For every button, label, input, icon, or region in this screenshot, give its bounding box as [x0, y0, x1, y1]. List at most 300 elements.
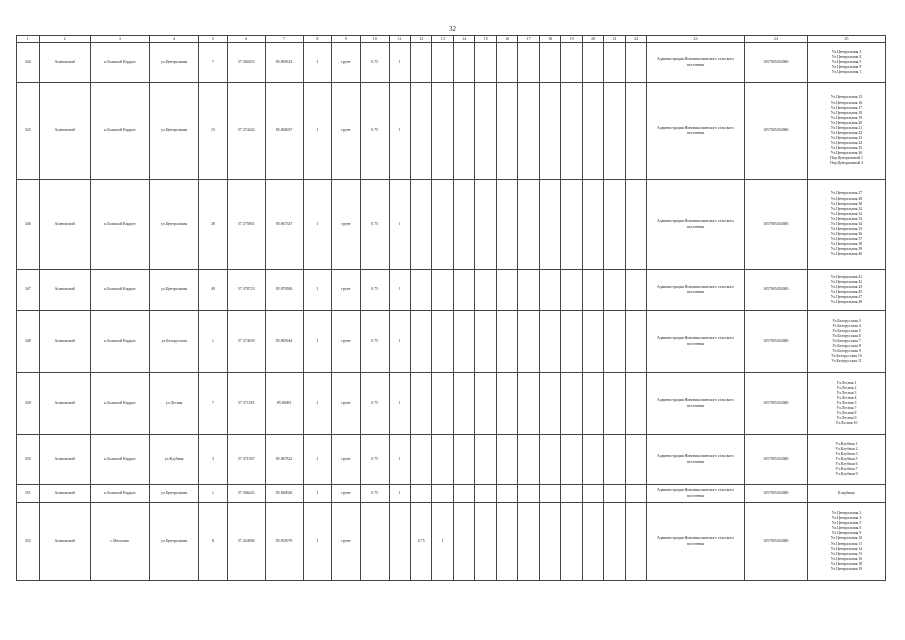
cell-empty	[561, 43, 582, 83]
address-line: Ул.Центральная 32	[830, 206, 863, 211]
cell-area: 0.75	[360, 180, 389, 270]
cell-empty	[582, 83, 603, 180]
cell-empty	[475, 485, 496, 503]
address-line: Ул.Клубная 6	[835, 462, 858, 467]
cell-empty	[518, 435, 539, 485]
address-line: Ул.Лесная 3	[836, 390, 857, 395]
cell-empty	[518, 180, 539, 270]
cell-empty	[604, 373, 625, 435]
cell-house: 1	[199, 485, 228, 503]
cell-addresses	[808, 180, 886, 270]
cell-area: 0.75	[360, 270, 389, 311]
cell-empty	[539, 435, 560, 485]
cell-empty	[475, 83, 496, 180]
cell-empty	[518, 373, 539, 435]
address-line: Ул.Клубная 7	[835, 467, 858, 472]
address-line: Ул.Белорусская 8	[832, 344, 861, 349]
address-line: Пер.Центральный 3	[830, 161, 863, 166]
address-line: Ул.Центральная 40	[830, 252, 863, 257]
cell-surface: грунт	[332, 435, 361, 485]
cell-empty	[453, 180, 474, 270]
cell-empty	[582, 485, 603, 503]
cell-c14	[432, 270, 453, 311]
address-line: Ул.Белорусская 11	[831, 359, 862, 364]
cell-c12: 1	[389, 373, 410, 435]
cell-settlement: с.Мазалово	[90, 503, 149, 581]
cell-count: 1	[303, 43, 332, 83]
cell-c12: 1	[389, 180, 410, 270]
cell-empty	[539, 503, 560, 581]
address-line: Ул.Белорусская 6	[832, 333, 861, 338]
cell-empty	[496, 503, 517, 581]
cell-area: 0.75	[360, 311, 389, 373]
address-line: Ул.Центральная 17	[830, 105, 863, 110]
cell-ogrn: 1057005452680	[744, 83, 807, 180]
cell-addresses	[808, 270, 886, 311]
cell-empty	[604, 83, 625, 180]
cell-c14: 1	[432, 503, 453, 581]
address-line: Ул.Белорусская 3	[832, 318, 861, 323]
address-line: Ул.Белорусская 7	[832, 338, 861, 343]
cell-area: 0.75	[360, 485, 389, 503]
header-cell: 22	[625, 36, 646, 43]
cell-street: ул.Центральная	[150, 270, 199, 311]
address-line: Ул.Центральная 2	[831, 511, 862, 516]
cell-empty	[518, 485, 539, 503]
cell-empty	[453, 270, 474, 311]
cell-c12: 1	[389, 270, 410, 311]
cell-empty	[496, 43, 517, 83]
cell-c14	[432, 435, 453, 485]
cell-c13	[411, 311, 432, 373]
cell-num: 346	[17, 180, 40, 270]
address-line: Ул.Центральная 35	[830, 227, 863, 232]
cell-street: ул.Центральная	[150, 503, 199, 581]
header-cell: 20	[582, 36, 603, 43]
header-cell: 19	[561, 36, 582, 43]
cell-ogrn: 1057005452680	[744, 435, 807, 485]
header-cell: 6	[227, 36, 265, 43]
cell-empty	[582, 270, 603, 311]
cell-empty	[453, 485, 474, 503]
cell-district: Асиновский	[39, 485, 90, 503]
cell-empty	[604, 270, 625, 311]
cell-empty	[496, 180, 517, 270]
address-line: Ул.Клубная 3	[835, 451, 858, 456]
cell-empty	[475, 43, 496, 83]
cell-c12	[389, 503, 410, 581]
cell-empty	[496, 373, 517, 435]
cell-c13	[411, 373, 432, 435]
address-line: Ул.Центральная 16	[830, 100, 863, 105]
header-cell: 1	[17, 36, 40, 43]
address-line: Ул.Белорусская 9	[832, 349, 861, 354]
cell-empty	[518, 83, 539, 180]
address-line: Ул.Центральная 19	[830, 566, 863, 571]
cell-empty	[475, 373, 496, 435]
cell-addresses	[808, 485, 886, 503]
cell-empty	[539, 485, 560, 503]
cell-c13	[411, 43, 432, 83]
address-line: Ул.Центральная 23	[830, 136, 863, 141]
cell-settlement: п.Большой Кордон	[90, 311, 149, 373]
address-line: Ул.Центральная 4	[831, 54, 862, 59]
header-cell: 13	[432, 36, 453, 43]
cell-empty	[539, 311, 560, 373]
cell-empty	[539, 270, 560, 311]
address-line: Ул.Лесная 1	[836, 380, 857, 385]
address-line: Ул.Центральная 41	[830, 274, 863, 279]
cell-addresses	[808, 435, 886, 485]
cell-surface: грунт	[332, 43, 361, 83]
header-cell: 7	[265, 36, 303, 43]
cell-count: 1	[303, 311, 332, 373]
cell-empty	[496, 270, 517, 311]
cell-admin: Администрация Новониколаевского сельского поселения	[647, 180, 744, 270]
cell-count: 1	[303, 83, 332, 180]
address-line: Ул.Центральная 1	[831, 70, 862, 75]
cell-lat: 57.371567	[227, 435, 265, 485]
address-line: Ул.Центральная 3	[831, 49, 862, 54]
address-line: Ул.Лесная 9	[836, 416, 857, 421]
address-line: Ул.Центральная 15	[830, 551, 863, 556]
cell-num: 344	[17, 43, 40, 83]
cell-c12: 1	[389, 435, 410, 485]
address-line: Ул.Белорусская 5	[832, 328, 861, 333]
cell-lon: 85.865944	[265, 311, 303, 373]
cell-c14	[432, 180, 453, 270]
cell-empty	[518, 311, 539, 373]
cell-lon: 85.867822	[265, 435, 303, 485]
address-line: Ул.Центральная 33	[830, 216, 863, 221]
cell-num: 352	[17, 503, 40, 581]
cell-empty	[539, 373, 560, 435]
cell-empty	[518, 43, 539, 83]
address-line: Ул.Клубная 1	[835, 441, 858, 446]
cell-num: 345	[17, 83, 40, 180]
header-cell: 21	[604, 36, 625, 43]
cell-street: ул.Лесная	[150, 373, 199, 435]
cell-empty	[539, 83, 560, 180]
address-line: Ул.Центральная 11	[830, 541, 863, 546]
cell-street: ул.Клубная	[150, 435, 199, 485]
cell-district: Асиновский	[39, 311, 90, 373]
cell-addresses	[808, 503, 886, 581]
cell-empty	[518, 503, 539, 581]
address-line: Ул.Центральная 39	[830, 247, 863, 252]
cell-count: 1	[303, 503, 332, 581]
cell-settlement: п.Большой Кордон	[90, 435, 149, 485]
cell-empty	[604, 43, 625, 83]
address-line: Ул.Лесная 7	[836, 406, 857, 411]
address-line: Ул.Центральная 19	[830, 115, 863, 120]
cell-house: 7	[199, 43, 228, 83]
cell-district: Асиновский	[39, 83, 90, 180]
header-cell: 8	[303, 36, 332, 43]
cell-c14	[432, 485, 453, 503]
address-line: Ул.Центральная 27	[830, 191, 863, 196]
cell-empty	[604, 311, 625, 373]
cell-surface: грунт	[332, 270, 361, 311]
cell-empty	[625, 43, 646, 83]
cell-admin: Администрация Новониколаевского сельского поселения	[647, 503, 744, 581]
cell-area: 0.75	[360, 435, 389, 485]
cell-empty	[604, 485, 625, 503]
cell-area: 0.75	[360, 83, 389, 180]
cell-settlement: п.Большой Кордон	[90, 83, 149, 180]
cell-lat: 57.366245	[227, 485, 265, 503]
cell-empty	[625, 435, 646, 485]
cell-empty	[475, 503, 496, 581]
cell-empty	[582, 373, 603, 435]
cell-num: 349	[17, 373, 40, 435]
cell-c13	[411, 485, 432, 503]
address-line: Ул.Центральная 9	[831, 65, 862, 70]
cell-empty	[625, 373, 646, 435]
cell-settlement: п.Большой Кордон	[90, 485, 149, 503]
cell-admin: Администрация Новониколаевского сельского поселения	[647, 373, 744, 435]
cell-admin: Администрация Новониколаевского сельского поселения	[647, 270, 744, 311]
cell-c13	[411, 180, 432, 270]
cell-settlement: п.Большой Кордон	[90, 43, 149, 83]
cell-house: 8	[199, 503, 228, 581]
cell-area: 0.75	[360, 373, 389, 435]
cell-empty	[453, 311, 474, 373]
header-cell: 16	[496, 36, 517, 43]
header-cell: 9	[332, 36, 361, 43]
cell-empty	[561, 373, 582, 435]
cell-empty	[604, 180, 625, 270]
address-line: Ул.Центральная 36	[830, 232, 863, 237]
cell-empty	[496, 485, 517, 503]
address-line: Ул.Центральная 6	[831, 526, 862, 531]
cell-empty	[518, 270, 539, 311]
cell-house: 3	[199, 435, 228, 485]
address-line: Ул.Лесная 4	[836, 395, 857, 400]
cell-empty	[561, 180, 582, 270]
address-line: Ул.Центральная 37	[830, 237, 863, 242]
cell-lat: 57.424906	[227, 503, 265, 581]
table-row	[17, 43, 886, 83]
table-row	[17, 485, 886, 503]
address-line: Ул.Центральная 14	[830, 546, 863, 551]
cell-district: Асиновский	[39, 503, 90, 581]
cell-empty	[582, 180, 603, 270]
cell-empty	[453, 503, 474, 581]
address-line: Ул.Клубная 5	[835, 456, 858, 461]
address-line: Ул.Центральная 49	[830, 300, 863, 305]
cell-empty	[625, 270, 646, 311]
cell-empty	[453, 373, 474, 435]
cell-lat: 57.378723	[227, 270, 265, 311]
cell-ogrn: 1057005452680	[744, 43, 807, 83]
cell-empty	[561, 311, 582, 373]
cell-c14	[432, 311, 453, 373]
cell-area: 0.75	[360, 43, 389, 83]
cell-c13: 0.75	[411, 503, 432, 581]
address-line: Ул.Центральная 18	[830, 561, 863, 566]
cell-surface: грунт	[332, 485, 361, 503]
cell-ogrn: 1057005452680	[744, 373, 807, 435]
table-row	[17, 270, 886, 311]
cell-street: ул.Центральная	[150, 485, 199, 503]
cell-empty	[453, 83, 474, 180]
address-line: Ул.Центральная 10	[830, 536, 863, 541]
cell-empty	[604, 435, 625, 485]
cell-district: Асиновский	[39, 43, 90, 83]
table-row	[17, 180, 886, 270]
cell-admin: Администрация Новониколаевского сельского поселения	[647, 485, 744, 503]
cell-surface: грунт	[332, 373, 361, 435]
cell-empty	[539, 180, 560, 270]
cell-lon: 85.835079	[265, 503, 303, 581]
cell-settlement: п.Большой Кордон	[90, 373, 149, 435]
cell-empty	[453, 43, 474, 83]
cell-street: ул.Белорусская	[150, 311, 199, 373]
cell-street: ул.Центральная	[150, 43, 199, 83]
page-number: 32	[449, 25, 456, 33]
table-row	[17, 373, 886, 435]
address-line: Ул.Клубная 2	[835, 446, 858, 451]
address-line: Ул.Центральная 5	[831, 59, 862, 64]
cell-num: 347	[17, 270, 40, 311]
address-line: Ул.Лесная 5	[836, 400, 857, 405]
cell-lat: 57.374639	[227, 311, 265, 373]
cell-ogrn: 1057005452680	[744, 503, 807, 581]
cell-empty	[582, 311, 603, 373]
cell-empty	[475, 435, 496, 485]
address-line: Ул.Центральная 22	[830, 131, 863, 135]
cell-count: 1	[303, 485, 332, 503]
cell-empty	[561, 83, 582, 180]
cell-lat: 57.371183	[227, 373, 265, 435]
cell-empty	[625, 180, 646, 270]
cell-district: Асиновский	[39, 270, 90, 311]
header-row	[17, 36, 886, 43]
cell-ogrn: 1057005452680	[744, 270, 807, 311]
cell-empty	[561, 435, 582, 485]
header-cell: 4	[150, 36, 199, 43]
cell-empty	[625, 503, 646, 581]
cell-empty	[625, 311, 646, 373]
cell-admin: Администрация Новониколаевского сельского поселения	[647, 83, 744, 180]
cell-area	[360, 503, 389, 581]
cell-house: 1	[199, 311, 228, 373]
header-cell: 2	[39, 36, 90, 43]
table-row	[17, 311, 886, 373]
cell-house: 7	[199, 373, 228, 435]
address-line: Ул.Центральная 21	[830, 125, 863, 130]
cell-empty	[561, 503, 582, 581]
cell-lon: 85.870584	[265, 270, 303, 311]
address-line: Ул.Белорусская 10	[831, 354, 862, 359]
address-line: Ул.Центральная 25	[830, 146, 863, 151]
cell-lat: 57.374244	[227, 83, 265, 180]
cell-ogrn: 1057005452680	[744, 485, 807, 503]
cell-settlement: п.Большой Кордон	[90, 180, 149, 270]
cell-ogrn: 1057005452680	[744, 180, 807, 270]
cell-surface: грунт	[332, 311, 361, 373]
address-line: Ул.Клубная 9	[835, 472, 858, 477]
cell-addresses	[808, 311, 886, 373]
cell-c12: 1	[389, 83, 410, 180]
address-line: Ул.Центральная 20	[830, 120, 863, 125]
cell-c13	[411, 83, 432, 180]
header-cell: 14	[453, 36, 474, 43]
header-cell: 25	[808, 36, 886, 43]
cell-c12: 1	[389, 485, 410, 503]
cell-surface: грунт	[332, 180, 361, 270]
cell-empty	[496, 435, 517, 485]
table-row	[17, 503, 886, 581]
header-cell: 24	[744, 36, 807, 43]
cell-lat: 57.360453	[227, 43, 265, 83]
header-cell: 17	[518, 36, 539, 43]
cell-admin: Администрация Новониколаевского сельского поселения	[647, 43, 744, 83]
cell-empty	[475, 270, 496, 311]
cell-district: Асиновский	[39, 435, 90, 485]
cell-ogrn: 1057005452680	[744, 311, 807, 373]
cell-empty	[475, 180, 496, 270]
header-cell: 18	[539, 36, 560, 43]
registry-table	[16, 35, 886, 581]
address-line: Ул.Центральная 43	[830, 284, 863, 289]
address-line: Ул.Центральная 16	[830, 556, 863, 561]
cell-c14	[432, 373, 453, 435]
address-line: Ул.Центральная 42	[830, 279, 863, 284]
cell-empty	[582, 435, 603, 485]
cell-addresses	[808, 43, 886, 83]
header-cell: 12	[411, 36, 432, 43]
cell-c12: 1	[389, 311, 410, 373]
cell-count: 1	[303, 435, 332, 485]
cell-empty	[496, 83, 517, 180]
cell-house: 15	[199, 83, 228, 180]
cell-num: 351	[17, 485, 40, 503]
address-line: Ул.Центральная 38	[830, 242, 863, 247]
cell-empty	[453, 435, 474, 485]
cell-admin: Администрация Новониколаевского сельского поселения	[647, 311, 744, 373]
cell-empty	[475, 311, 496, 373]
address-line: Ул.Центральная 18	[830, 110, 863, 115]
cell-c12: 1	[389, 43, 410, 83]
cell-empty	[582, 503, 603, 581]
cell-empty	[582, 43, 603, 83]
address-line: Ул.Лесная 10	[835, 421, 858, 426]
cell-empty	[561, 270, 582, 311]
cell-empty	[604, 503, 625, 581]
address-line: Пер.Центральный 1	[830, 156, 863, 161]
cell-count: 1	[303, 270, 332, 311]
header-cell: 10	[360, 36, 389, 43]
cell-surface: грунт	[332, 83, 361, 180]
address-line: Ул.Лесная 8	[836, 411, 857, 416]
cell-c14	[432, 43, 453, 83]
cell-house: 28	[199, 180, 228, 270]
cell-lon: 85.86081	[265, 373, 303, 435]
address-line: Ул.Центральная 5	[831, 521, 862, 526]
header-cell: 11	[389, 36, 410, 43]
address-line: Ул.Центральная 28	[830, 196, 863, 201]
address-line: Ул.Центральная 24	[830, 141, 863, 146]
cell-lon: 85.860026	[265, 485, 303, 503]
cell-num: 348	[17, 311, 40, 373]
address-line: Ул.Центральная 30	[830, 201, 863, 206]
address-line: Ул.Центральная 45	[830, 290, 863, 294]
address-line: Ул.Лесная 2	[836, 385, 857, 390]
cell-empty	[561, 485, 582, 503]
cell-lon: 85.866037	[265, 83, 303, 180]
